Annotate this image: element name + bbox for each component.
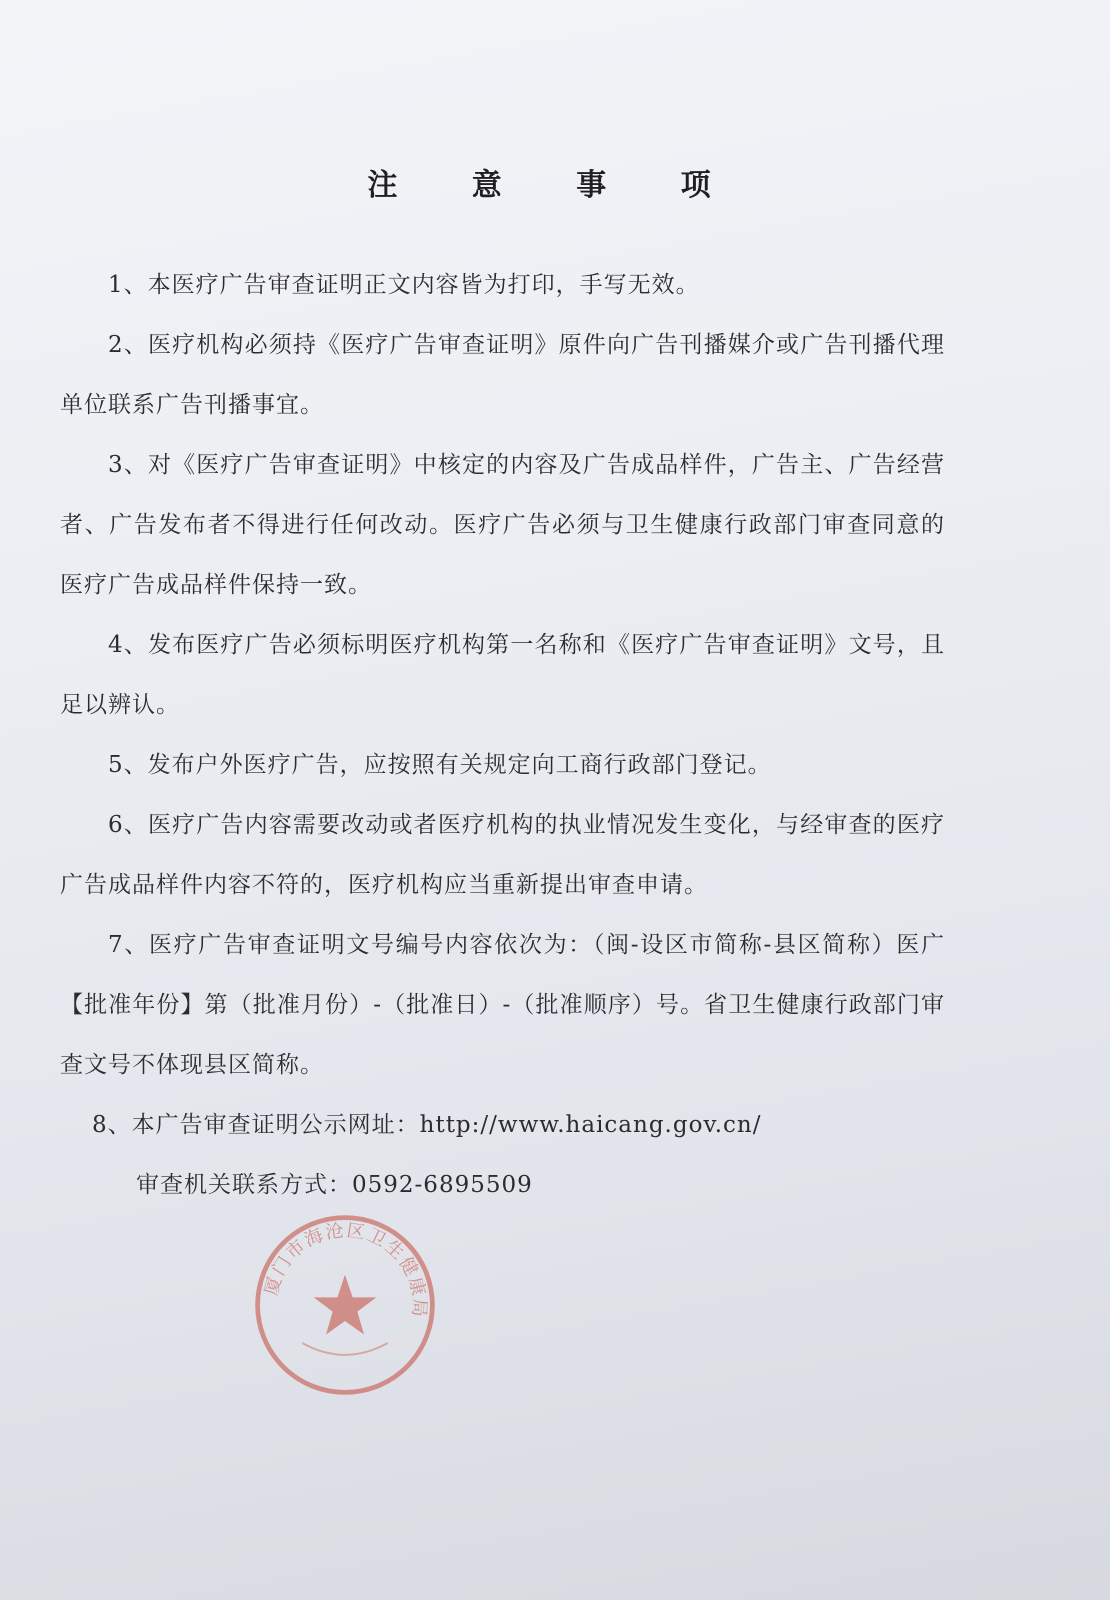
notice-body [60, 255, 945, 1215]
official-seal [250, 1210, 440, 1400]
contact-line: 审查机关联系方式：0592-6895509 [136, 1172, 533, 1198]
notice-item-3: 3、对《医疗广告审查证明》中核定的内容及广告成品样件，广告主、广告经营者、广告发布者不得进行任何改动。医疗广告必须与卫生健康行政部门审查同意的医疗广告成品样件保持一致。 [60, 452, 945, 598]
notice-item-8: 8、本广告审查证明公示网址：http://www.haicang.gov.cn/ [92, 1112, 762, 1138]
notice-item-5: 5、发布户外医疗广告，应按照有关规定向工商行政部门登记。 [108, 752, 772, 778]
notice-item-1: 1、本医疗广告审查证明正文内容皆为打印，手写无效。 [108, 272, 700, 298]
page-title: 注 意 事 项 [367, 168, 743, 203]
notice-item-6: 6、医疗广告内容需要改动或者医疗机构的执业情况发生变化，与经审查的医疗广告成品样件内容不符的，医疗机构应当重新提出审查申请。 [60, 812, 945, 898]
notice-item-2: 2、医疗机构必须持《医疗广告审查证明》原件向广告刊播媒介或广告刊播代理单位联系广告刊播事宜。 [60, 332, 945, 418]
seal-ring-text: 厦门市海沧区卫生健康局 [261, 1220, 430, 1320]
notice-item-7: 7、医疗广告审查证明文号编号内容依次为：（闽-设区市简称-县区简称）医广【批准年份】第（批准月份）-（批准日）-（批准顺序）号。省卫生健康行政部门审查文号不体现县区简称。 [60, 932, 945, 1078]
star-icon [314, 1275, 377, 1335]
notice-item-4: 4、发布医疗广告必须标明医疗机构第一名称和《医疗广告审查证明》文号，且足以辨认。 [60, 632, 945, 718]
